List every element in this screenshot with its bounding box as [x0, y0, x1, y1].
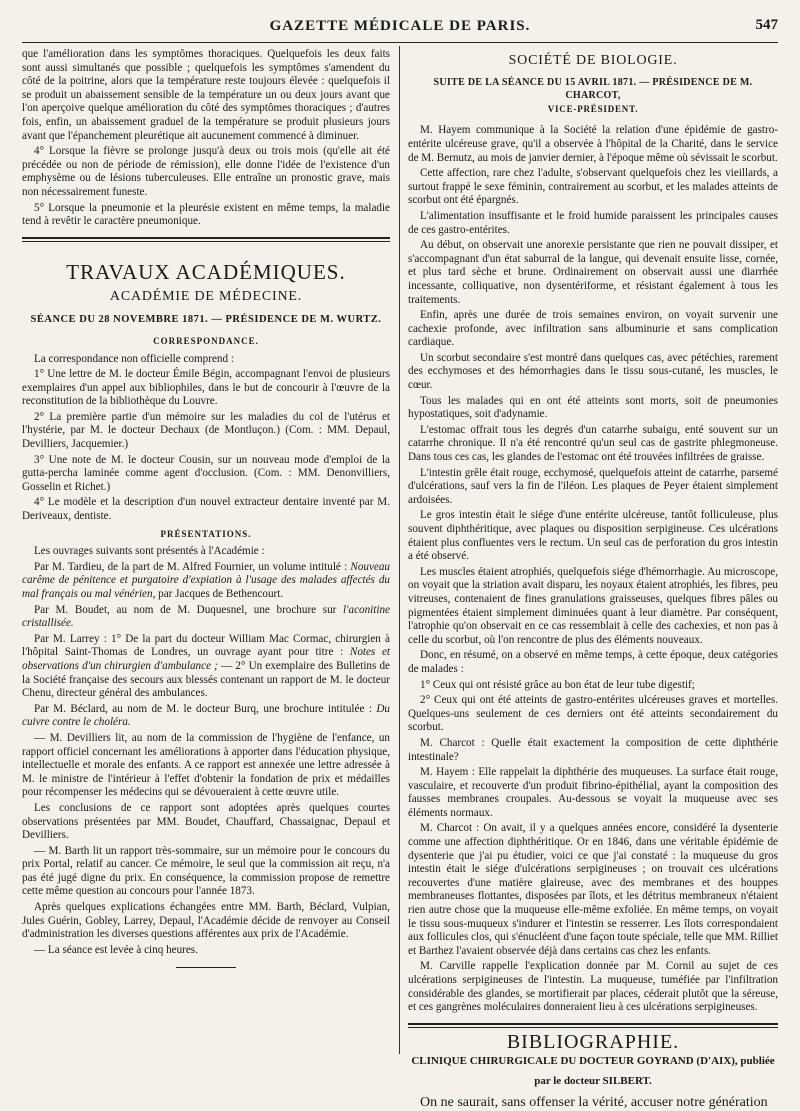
- apres-paragraph: Après quelques explications échangées entre MM. Barth, Béclard, Vulpian, Jules Guérin, Gobley, Larrey, Depaul, l'Académie décide de renvoyer au Conseil d'administration les diverses questions afférentes aux prix de l'Académie.: [22, 901, 390, 941]
- column-divider: [399, 46, 400, 1054]
- correspondance-intro: La correspondance non officielle comprend :: [34, 352, 234, 365]
- debut-paragraph: Au début, on observait une anorexie persistante que rien ne pouvait dissiper, et s'accompagnant d'un état saburral de la langue, qui devenait ensuite lisse, cornée, et plus tard sèche et brune. Ordinairement on observait aussi une diarrhée incessante, colliquative, non dysentériforme, et résistant également à tous les traitements.: [408, 239, 778, 306]
- seance-heading: SÉANCE DU 28 NOVEMBRE 1871. — PRÉSIDENCE DE M. WURTZ.: [30, 314, 382, 326]
- barth-report: — M. Barth lit un rapport très-sommaire, sur un mémoire pour le concours du prix Portal, relatif au cancer. Ce mémoire, le seul que la commission ait reçu, n'a pas été jugé digne du prix. En conséquence, la commission propose de remettre cette même question au concours pour l'année 1873.: [22, 844, 390, 898]
- presentation-larrey: Par M. Larrey : 1° De la part du docteur William Mac Cormac, chirurgien à l'hôpital Saint-Thomas de Londres, un ouvrage ayant pour titre : Notes et observations d'un chirurgien d'ambulance ; — 2° Un exemplaire des Bulletins de la Société française des secours aux blessés contenant un rapport de M. le docteur Chenu, directeur général des ambulances.: [22, 632, 391, 700]
- hayem-answer: M. Hayem : Elle rappelait la diphthérie des muqueuses. La surface était rouge, vasculaire, et recouverte d'un produit fibrino-épithélial, ayant la composition des fausses membranes croupales. Au-dessous se voyait la muqueuse avec ses éléments normaux.: [408, 766, 778, 819]
- presentation-beclard: Par M. Béclard, au nom de M. le docteur Burq, une brochure intitulée : Du cuivre contre le choléra.: [22, 702, 390, 729]
- section-title: TRAVAUX ACADÉMIQUES.: [66, 259, 346, 284]
- bibliography-body: On ne saurait, sans offenser la vérité, accuser notre génération: [420, 1094, 768, 1110]
- closing-line: — La séance est levée à cinq heures.: [34, 943, 198, 956]
- biblio-rule-thin: [408, 1027, 778, 1028]
- end-rule: [176, 967, 236, 968]
- paragraph-4: 4° Lorsque la fièvre se prolonge jusqu'à deux ou trois mois (qu'elle ait été précédée ou non de période de rémission), elle donne l'idée de l'existence d'un emphysème ou de lésions tuberculeuses. Elle entraîne un pronostic grave, mais non nécessairement funeste.: [22, 145, 390, 198]
- correspondance-item-3: 3° Une note de M. le docteur Cousin, sur un nouveau mode d'emploi de la gutta-percha laminée comme agent d'occlusion. (Com. : MM. Denonvilliers, Gosselin et Richet.): [22, 453, 390, 493]
- charcot-question: M. Charcot : Quelle était exactement la composition de cette diphthérie intestinale?: [408, 736, 778, 763]
- page-header: [22, 14, 778, 43]
- affection-paragraph: Cette affection, rare chez l'adulte, s'observant quelquefois chez les vieillards, a surtout frappé le sexe féminin, contrairement au scorbut, et les malades atteints de scorbut ont été épargnés.: [408, 167, 778, 207]
- page-number: 547: [755, 17, 778, 33]
- society-seance: SUITE DE LA SÉANCE DU 15 AVRIL 1871. — PRÉSIDENCE DE M. CHARCOT,: [433, 76, 753, 102]
- right-column: [408, 48, 779, 1110]
- intro-paragraph: que l'amélioration dans les symptômes thoraciques. Quelquefois les deux faits sont aussi simultanés que possible ; quelquefois les symptômes s'amendent du côté de la poitrine, alors que la température reste toujours élevée : quelquefois il se produit un abaissement sensible de la température un ou deux jours avant que l'on aperçoive quelque amélioration du côté des symptômes thoraciques ; d'autres fois, enfin, un abaissement graduel de la température se produit plusieurs jours avant que l'épanchement pleurétique ait aucunement commencé à diminuer.: [22, 48, 390, 142]
- correspondance-item-2: 2° La première partie d'un mémoire sur les maladies du col de l'utérus et l'hystérie, par M. le docteur Dechaux (de Montluçon.) (Com. : MM. Depaul, Devilliers, Jacquemier.): [22, 410, 390, 451]
- alimentation-paragraph: L'alimentation insuffisante et le froid humide paraissent les principales causes de ces gastro-entérites.: [408, 209, 778, 236]
- section-rule-thin: [22, 241, 390, 242]
- correspondance-heading: CORRESPONDANCE.: [153, 335, 259, 346]
- presentations-heading: PRÉSENTATIONS.: [160, 528, 252, 539]
- journal-title: GAZETTE MÉDICALE DE PARIS.: [269, 18, 531, 34]
- correspondance-item-1: 1° Une lettre de M. le docteur Émile Bégin, accompagnant l'envoi de plusieurs exemplaires d'un appel aux bibliophiles, dans le but de concourir à l'œuvre de la reconstitution de la bibliothèque du Louvre.: [22, 368, 390, 408]
- gros-intestin-paragraph: Le gros intestin était le siége d'une entérite ulcéreuse, tantôt folliculeuse, plus souvent diphthéritique, avec plaques ou disposition serpigineuse. Ces ulcérations étaient plus confluentes vers le rectum. Un seul cas de perforation du gros intestin a été observé.: [408, 509, 778, 563]
- charcot-answer: M. Charcot : On avait, il y a quelques années encore, considéré la dysenterie comme une affection diphthéritique. Or en 1846, dans une véritable épidémie de dysenterie que j'ai pu étudier, voici ce que j'ai constaté : la muqueuse du gros intestin était le siége d'ulcérations serpigineuses ; on trouvait ces ulcérations recouvertes d'une matière glaireuse, avec des membranes et des houppes membraneuses flottantes, disposées par îlots, et les détritus membraneux n'étaient rien autre chose que la muqueuse elle-même exfoliée. En même temps, on voyait le tissu sous-muqueux s'indurer et l'intestin se resserrer. Les îlots correspondaient aux follicules clos, qui s'énucléent d'une façon toute spéciale, telle que MM. Rilliet et Barthez l'avaient observée déjà dans certains cas chez les enfants.: [408, 822, 779, 957]
- scorbut-paragraph: Un scorbut secondaire s'est montré dans quelques cas, avec pétéchies, rarement des ecchymoses et des hémorrhagies dans le tissu sous-cutané, les muscles, le cœur.: [408, 351, 778, 392]
- hayem-communication: M. Hayem communique à la Société la relation d'une épidémie de gastro-entérite ulcéreuse grave, qu'il a observée à l'hôpital de la Charité, dans le service de M. Bernutz, au mois de janvier dernier, à l'époque même où sévissait le scorbut.: [408, 124, 778, 164]
- enfin-paragraph: Enfin, après une durée de trois semaines environ, on voyait survenir une cachexie profonde, avec infiltration sans albuminurie et sans complication cardiaque.: [408, 309, 778, 349]
- conclusions-paragraph: Les conclusions de ce rapport sont adoptées après quelques courtes observations présentées par MM. Boudet, Chauffard, Chassaignac, Depaul et Devilliers.: [22, 801, 390, 842]
- estomac-paragraph: L'estomac offrait tous les degrés d'un catarrhe subaigu, enté souvent sur un catarrhe chronique. Il n'a été rencontré qu'un seul cas de gastrite phlegmoneuse. Dans tous ces cas, les glandes de l'estomac ont été trouvées infiltrées de graisse.: [408, 423, 778, 464]
- morts-paragraph: Tous les malades qui en ont été atteints sont morts, soit de pneumonies hypostatiques, soit d'adynamie.: [408, 394, 778, 421]
- correspondance-item-4: 4° Le modèle et la description d'un nouvel extracteur dentaire inventé par M. Deriveaux, dentiste.: [22, 496, 390, 523]
- presentation-boudet: Par M. Boudet, au nom de M. Duquesnel, une brochure sur l'aconitine cristallisée.: [22, 603, 390, 630]
- intestin-paragraph: L'intestin grêle était rouge, ecchymosé, quelquefois atteint de catarrhe, parsemé d'ulcérations, sauf vers la fin de l'iléon. Les plaques de Peyer étaient simplement ardoisées.: [408, 466, 778, 506]
- donc-paragraph: Donc, en résumé, on a observé en même temps, à cette époque, deux catégories de malades :: [408, 649, 778, 675]
- presentations-intro: Les ouvrages suivants sont présentés à l'Académie :: [34, 545, 265, 558]
- society-title: SOCIÉTÉ DE BIOLOGIE.: [508, 53, 678, 68]
- paragraph-5: 5° Lorsque la pneumonie et la pleurésie existent en même temps, la maladie tend à revêtir le caractère pneumonique.: [22, 201, 390, 228]
- muscles-paragraph: Les muscles étaient atrophiés, quelquefois siége d'hémorrhagie. Au microscope, on voyait que la striation avait disparu, les noyaux étaient atrophiés, les fibres, peu vitreuses, contenaient de fines granulations graisseuses, quelques fibres pâles ou pigmentées étaient simplement diminuées quant à leur diamètre. Par conséquent, l'atrophie qu'on observait en ce cas ressemblait à celle des cachexies, et non pas à celle du scorbut, où l'on rencontre de plus des éléments nouveaux.: [408, 565, 778, 646]
- presentation-tardieu: Par M. Tardieu, de la part de M. Alfred Fournier, un volume intitulé : Nouveau carême de pénitence et purgatoire d'expiation à l'usage des malades affectés du mal français ou mal vénérien, par Jacques de Bethencourt.: [22, 560, 390, 600]
- category-1: 1° Ceux qui ont résisté grâce au bon état de leur tube digestif;: [420, 678, 695, 691]
- bibliography-subtitle-2: par le docteur SILBERT.: [534, 1074, 652, 1087]
- carville-paragraph: M. Carville rappelle l'explication donnée par M. Cornil au sujet de ces ulcérations serpigineuses de l'intestin. La muqueuse, tuméfiée par l'infiltration considérable des glandes, se mortifierait par places, céderait plutôt que la séreuse, et ces gangrènes moléculaires donneraient lieu à ces ulcérations serpigineuses.: [408, 960, 778, 1014]
- category-2: 2° Ceux qui ont été atteints de gastro-entérites ulcéreuses graves et mortelles. Quelques-uns seulement de ces derniers ont été atteints secondairement du scorbut.: [408, 694, 778, 734]
- left-column: [22, 48, 390, 1054]
- section-rule: [22, 237, 390, 239]
- academy-heading: ACADÉMIE DE MÉDECINE.: [109, 288, 303, 304]
- bibliography-subtitle-1: CLINIQUE CHIRURGICALE DU DOCTEUR GOYRAND (D'AIX), publiée: [411, 1055, 775, 1068]
- bibliography-title: BIBLIOGRAPHIE.: [506, 1030, 680, 1053]
- vice-president: VICE-PRÉSIDENT.: [547, 103, 639, 114]
- devilliers-report: — M. Devilliers lit, au nom de la commission de l'hygiène de l'enfance, un rapport officiel concernant les améliorations à apporter dans l'éducation physique, intellectuelle et morale des enfants. A ce rapport est annexée une lettre adressée à M. le ministre de l'intérieur à l'effet d'obtenir la fondation de prix et médailles pour récompenser les médecins qui se dévoueraient à cette œuvre utile.: [22, 731, 390, 799]
- biblio-rule: [408, 1023, 778, 1025]
